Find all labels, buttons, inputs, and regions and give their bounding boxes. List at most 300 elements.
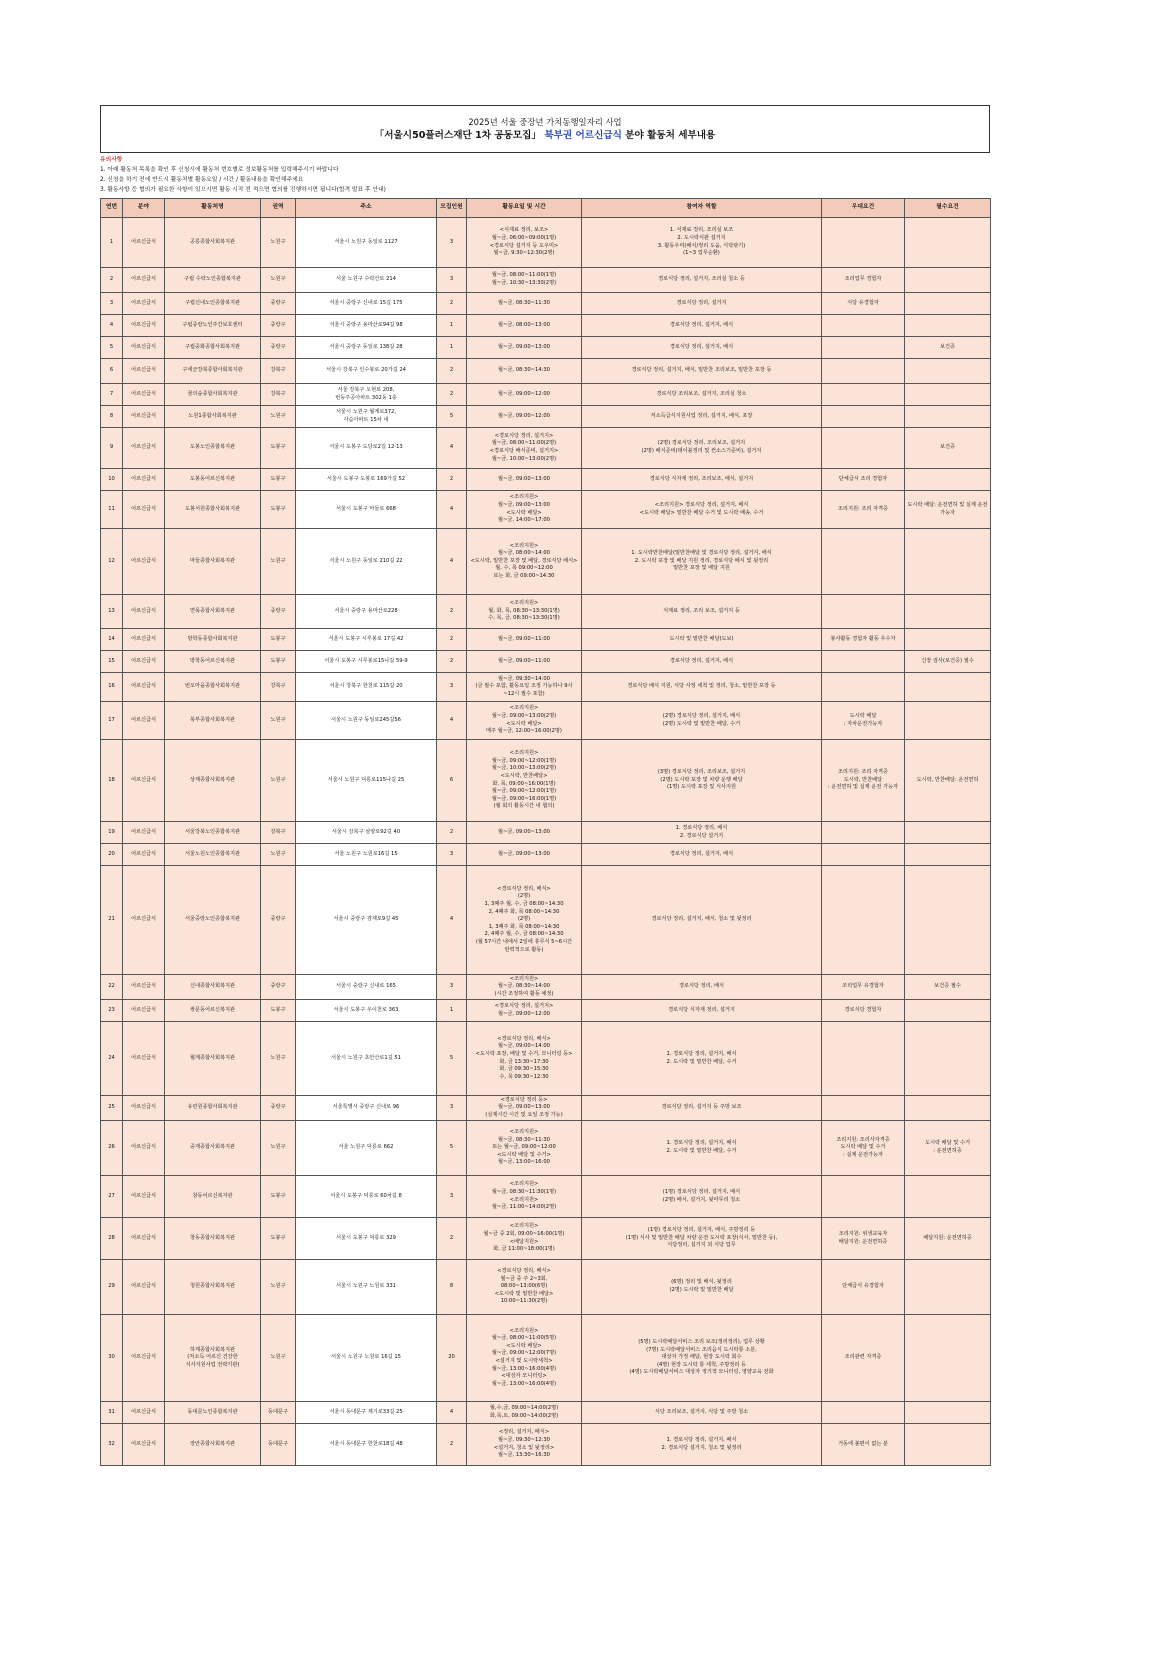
row-required: 도시락 배달 및 수거 : 운전면허증 (905, 1121, 991, 1176)
row-preferred: 조리지원: 조리 자격증 (822, 491, 905, 529)
row-required (905, 1096, 991, 1121)
row-preferred (822, 315, 905, 337)
row-address: 서울시 도봉구 덕릉로 329 (296, 1218, 437, 1260)
row-count: 3 (437, 268, 467, 293)
row-org: 서울중랑노인종합복지관 (165, 866, 261, 975)
row-field: 어르신급식 (123, 975, 165, 1000)
row-required: 신장 검사(보건증) 필수 (905, 651, 991, 673)
row-area: 노원구 (261, 268, 296, 293)
row-area: 노원구 (261, 1260, 296, 1315)
row-no: 4 (101, 315, 123, 337)
table-row (101, 651, 991, 673)
row-org: 구립중랑노인주간보호센터 (165, 315, 261, 337)
row-no: 31 (101, 1402, 123, 1424)
row-role: (1명) 경로식당 정리, 설거지, 배식, 주방정리 등 (1명) 식사 및 밑반찬 배달 차량 운전 도시락 포장(식사, 밑반찬 등), 식당정리, 설거지 외 식당 업무 (582, 1218, 822, 1260)
row-role: 경로식당 식자재 정리, 조리보조, 배식, 설거지 (582, 469, 822, 491)
title-box (100, 105, 990, 153)
row-time: 월~금, 09:00~13:00 (467, 337, 582, 359)
row-org: 하계종합사회복지관 (저소득 어르신 건강한 식사지원사업 전략기관) (165, 1315, 261, 1402)
header-address: 주소 (296, 199, 437, 218)
row-preferred (822, 822, 905, 844)
row-area: 도봉구 (261, 1218, 296, 1260)
row-required (905, 1000, 991, 1022)
row-area: 도봉구 (261, 428, 296, 469)
row-area: 도봉구 (261, 1000, 296, 1022)
row-role: 1. 도시락반찬배달(밑반찬배달 및 경로식당 정리, 설거지, 배식 2. 도시락 포장 및 배달 지원 정리, 경로식당 배식 및 뒷정리 밑반찬 포장 및 배달 지원 (582, 529, 822, 595)
row-required (905, 1402, 991, 1424)
table-row (101, 1000, 991, 1022)
row-no: 21 (101, 866, 123, 975)
row-role: 저소득급식지원사업 정리, 설거지, 배식, 포장 (582, 406, 822, 428)
row-field: 어르신급식 (123, 673, 165, 702)
row-count: 8 (437, 1260, 467, 1315)
row-time: 월~금, 09:00~12:00 (467, 406, 582, 428)
row-count: 2 (437, 469, 467, 491)
row-org: 방학동어르신복지관 (165, 651, 261, 673)
row-preferred (822, 844, 905, 866)
row-time: 월~금, 09:00~12:00 (467, 384, 582, 406)
row-count: 3 (437, 975, 467, 1000)
table-row (101, 359, 991, 384)
row-field: 어르신급식 (123, 268, 165, 293)
row-count: 2 (437, 384, 467, 406)
row-preferred (822, 406, 905, 428)
title-line2-suffix: 분야 활동처 세부내용 (625, 130, 716, 141)
row-no: 32 (101, 1424, 123, 1466)
row-no: 10 (101, 469, 123, 491)
row-field: 어르신급식 (123, 1218, 165, 1260)
row-address: 서울시 중랑구 용마산로228 (296, 595, 437, 629)
row-time: <경로식당 정리 등> 월~금, 09:00~13:00 (실제시간 시간 및 요일 조정 가능) (467, 1096, 582, 1121)
row-required: 보건증 필수 (905, 975, 991, 1000)
row-field: 어르신급식 (123, 866, 165, 975)
row-preferred: 거동에 불편이 없는 분 (822, 1424, 905, 1466)
row-time: <조리지원> 월~금, 09:00~12:00(1명) 월~금, 10:00~13:00(2명) <도시락, 반찬배달> 화, 목, 09:00~16:00(1명) 월~금, 09:00~12:00(1명) 월~금, 09:00~16:00(1명) (월 회의 활동시간 내 협의) (467, 740, 582, 822)
row-time: 월~금, 09:00~11:00 (467, 629, 582, 651)
row-area: 강북구 (261, 673, 296, 702)
row-required (905, 359, 991, 384)
row-preferred (822, 1022, 905, 1096)
row-address: 서울시 중랑구 용마산로94길 98 (296, 315, 437, 337)
row-preferred (822, 673, 905, 702)
row-count: 5 (437, 1121, 467, 1176)
row-role: (5명) 도시락배달서비스 조리 보조(정리정리), 업무 상황 (7명) 도시락배달서비스 조리음식 도시락통 소분, 대상자 가정 배달, 현장 도시락 회수 (4명) 현장 도시락 통 세척, 주방정리 등 (4명) 도시락배달서비스 대상자 정기적 모니터링, 영양교육 전화 (582, 1315, 822, 1402)
table-row (101, 384, 991, 406)
row-required: 배달지원: 운전면허증 (905, 1218, 991, 1260)
row-address: 서울시 도봉구 도봉로 169가길 52 (296, 469, 437, 491)
row-role: (3명) 경로식당 정리, 조리보조, 설거지 (2명) 도시락 포장 및 차량 운행 배달 (1명) 도시락 포장 및 식사지원 (582, 740, 822, 822)
row-time: 월~금, 08:30~11:30 (467, 293, 582, 315)
table-row (101, 975, 991, 1000)
row-org: 공릉종합사회복지관 (165, 218, 261, 268)
row-required (905, 469, 991, 491)
row-count: 2 (437, 651, 467, 673)
row-preferred (822, 866, 905, 975)
table-row (101, 822, 991, 844)
row-role: 경로식당 조리보조, 설거지, 조리실 청소 (582, 384, 822, 406)
row-role: 1. 경로식당 정리, 설거지, 배식 2. 도시락 및 밑반찬 배달, 수거 (582, 1022, 822, 1096)
row-field: 어르신급식 (123, 595, 165, 629)
row-no: 18 (101, 740, 123, 822)
row-role: 경로식당 정리, 배식 (582, 975, 822, 1000)
row-no: 15 (101, 651, 123, 673)
row-org: 장안종합사회복지관 (165, 1424, 261, 1466)
row-org: 창동어르신복지관 (165, 1176, 261, 1218)
row-preferred (822, 428, 905, 469)
header-field: 분야 (123, 199, 165, 218)
row-area: 도봉구 (261, 469, 296, 491)
row-field: 어르신급식 (123, 529, 165, 595)
row-role: 경로식당 정리, 설거지, 배식, 밑반찬 조리보조, 밑반찬 포장 등 (582, 359, 822, 384)
row-required: 도시락 배달: 운전면허 및 실제 운전 가능자 (905, 491, 991, 529)
row-time: 월~금, 08:00~13:00 (467, 315, 582, 337)
row-address: 서울시 중랑구 겸재로9길 45 (296, 866, 437, 975)
table-row (101, 469, 991, 491)
row-no: 3 (101, 293, 123, 315)
row-role: (6명) 정리 및 배식, 뒷정리 (2명) 도시락 및 밑반찬 배달 (582, 1260, 822, 1315)
table-row (101, 268, 991, 293)
row-count: 3 (437, 1096, 467, 1121)
row-org: 면목종합사회복지관 (165, 595, 261, 629)
row-field: 어르신급식 (123, 491, 165, 529)
table-row (101, 315, 991, 337)
row-role: 경로식당 정리, 설거지, 배식 (582, 337, 822, 359)
row-area: 중랑구 (261, 595, 296, 629)
row-count: 20 (437, 1315, 467, 1402)
row-no: 7 (101, 384, 123, 406)
row-org: 구세군강북종합사회복지관 (165, 359, 261, 384)
row-area: 도봉구 (261, 651, 296, 673)
row-area: 중랑구 (261, 1096, 296, 1121)
row-area: 노원구 (261, 529, 296, 595)
document-page (100, 105, 990, 1466)
row-no: 22 (101, 975, 123, 1000)
row-field: 어르신급식 (123, 1096, 165, 1121)
row-field: 어르신급식 (123, 315, 165, 337)
row-required (905, 844, 991, 866)
row-address: 서울시 노원구 초안산로1길 51 (296, 1022, 437, 1096)
notes-heading: 유의사항 (100, 157, 123, 163)
row-role: (1명) 경로식당 정리, 설거지, 배식 (2명) 배식, 설거지, 뒷마무리 청소 (582, 1176, 822, 1218)
row-area: 동대문구 (261, 1424, 296, 1466)
row-required (905, 315, 991, 337)
row-preferred (822, 529, 905, 595)
table-row (101, 293, 991, 315)
row-time: <정리, 설거지, 배식> 월~금, 09:30~12:30 <설거지, 청소 및 뒷정리> 월~금, 13:30~16:30 (467, 1424, 582, 1466)
row-org: 상계종합사회복지관 (165, 740, 261, 822)
row-required (905, 384, 991, 406)
row-required: 도시락, 반찬배달: 운전면허 (905, 740, 991, 822)
row-address: 서울시 노원구 월계로372, 사슴아파트 15차 내 (296, 406, 437, 428)
row-address: 서울시 도봉구 시루봉로 17길 42 (296, 629, 437, 651)
row-field: 어르신급식 (123, 1424, 165, 1466)
row-required (905, 529, 991, 595)
row-area: 동대문구 (261, 1402, 296, 1424)
row-address: 서울시 노원구 동일로 210길 22 (296, 529, 437, 595)
table-row (101, 1121, 991, 1176)
row-org: 노원1종합사회복지관 (165, 406, 261, 428)
row-time: <경로식당 정리, 설거지> 월~금, 09:00~12:00 (467, 1000, 582, 1022)
row-no: 13 (101, 595, 123, 629)
row-role: 경로식당 배식 지원, 식당 사정 세척 및 정리, 청소, 밑반찬 포장 등 (582, 673, 822, 702)
row-address: 서울시 강북구 삼양로92길 40 (296, 822, 437, 844)
row-address: 서울시 노원구 동일로 1127 (296, 218, 437, 268)
row-no: 24 (101, 1022, 123, 1096)
row-preferred (822, 1402, 905, 1424)
row-org: 창동종합사회복지관 (165, 1218, 261, 1260)
row-no: 14 (101, 629, 123, 651)
row-no: 27 (101, 1176, 123, 1218)
row-time: <조리지원> 월~금 중 2회, 09:00~16:00(1명) <배달지원> 화, 금 11:00~18:00(1명) (467, 1218, 582, 1260)
row-required (905, 218, 991, 268)
notes-section (100, 155, 990, 195)
row-role: 1. 경로식당 정리, 설거지, 배식 2. 경로식당 설거지, 청소 및 뒷정리 (582, 1424, 822, 1466)
row-count: 4 (437, 491, 467, 529)
row-time: 월,수,금, 09:00~14:00(2명) 화,목,토, 09:00~14:00(2명) (467, 1402, 582, 1424)
row-address: 서울 노원구 덕릉로 662 (296, 1121, 437, 1176)
row-preferred: 봉사활동 경험자 활동 우수자 (822, 629, 905, 651)
row-role: 1. 식재료 정리, 조리실 보조 2. 도시락식판 설거지 3. 활동우미(배식/정리 도움, 식탁닦기) (1~3 업무순환) (582, 218, 822, 268)
row-no: 19 (101, 822, 123, 844)
row-no: 28 (101, 1218, 123, 1260)
row-role: 경로식당 식자재 정리, 설거지 (582, 1000, 822, 1022)
row-org: 번오마을종합사회복지관 (165, 673, 261, 702)
title-line2-highlight: 북부권 어르신급식 (544, 130, 622, 141)
row-address: 서울시 노원구 노원로 331 (296, 1260, 437, 1315)
row-area: 노원구 (261, 218, 296, 268)
row-area: 중랑구 (261, 866, 296, 975)
row-role: 식재료 정리, 조리 보조, 설거지 등 (582, 595, 822, 629)
row-address: 서울 강북구 오현로 208, 번동주공아파트 302동 1층 (296, 384, 437, 406)
row-time: <경로식당 정리, 배식> (2명) 1, 3째주 월, 수, 금 08:00~14:30 2, 4째주 화, 목 08:00~14:30 (2명) 1, 3째주 화, 목 08:00~14:30 2, 4째주 월, 수, 금 08:00~14:30 (월 57시간 내에서 2일에 휴무식 5~6시간 탄력적으로 활동) (467, 866, 582, 975)
row-address: 서울 노원구 노원로16길 15 (296, 844, 437, 866)
row-no: 26 (101, 1121, 123, 1176)
row-field: 어르신급식 (123, 428, 165, 469)
row-address: 서울시 동대문구 제기로33길 25 (296, 1402, 437, 1424)
row-address: 서울시 도봉구 마들로 668 (296, 491, 437, 529)
row-area: 노원구 (261, 1121, 296, 1176)
table-row (101, 428, 991, 469)
row-area: 강북구 (261, 384, 296, 406)
row-required (905, 1260, 991, 1315)
activity-table (100, 198, 991, 1466)
row-no: 16 (101, 673, 123, 702)
row-required (905, 1315, 991, 1402)
row-no: 20 (101, 844, 123, 866)
row-field: 어르신급식 (123, 1121, 165, 1176)
title-line2 (375, 129, 716, 142)
row-preferred: 조리업무 유경험자 (822, 975, 905, 1000)
row-required (905, 822, 991, 844)
row-field: 어르신급식 (123, 293, 165, 315)
row-required (905, 1022, 991, 1096)
row-org: 서울강북노인종합복지관 (165, 822, 261, 844)
row-count: 2 (437, 595, 467, 629)
row-field: 어르신급식 (123, 844, 165, 866)
row-org: 구립신내노인종합복지관 (165, 293, 261, 315)
row-org: 방학동종합사회복지관 (165, 629, 261, 651)
table-row (101, 1260, 991, 1315)
row-field: 어르신급식 (123, 1260, 165, 1315)
table-row (101, 1424, 991, 1466)
row-time: 월~금, 09:00~13:00 (467, 469, 582, 491)
row-time: <조리지원> 월~금, 09:00~13:00(2명) <도시락 배달> 매주 월~금, 12:00~16:00(2명) (467, 702, 582, 740)
row-address: 서울시 도봉구 덕릉로 60차길 8 (296, 1176, 437, 1218)
row-area: 노원구 (261, 1315, 296, 1402)
row-required (905, 702, 991, 740)
row-required: 보건증 (905, 428, 991, 469)
header-count: 모집인원 (437, 199, 467, 218)
row-count: 6 (437, 740, 467, 822)
note-item: 1. 아래 활동처 목록을 확인 후 신청시에 활동처 번호별로 정보활동처를 입력해주시기 바랍니다 (100, 167, 339, 173)
row-no: 11 (101, 491, 123, 529)
row-area: 중랑구 (261, 337, 296, 359)
row-required (905, 1424, 991, 1466)
row-role: 경로식당 정리, 설거지, 배식 (582, 315, 822, 337)
row-count: 1 (437, 1000, 467, 1022)
row-time: <식재료 정리, 보조> 월~금, 06:00~09:00(1명) <경로식당 설거지 등 도우미> 월~금, 9:30~12:30(2명) (467, 218, 582, 268)
row-no: 9 (101, 428, 123, 469)
row-org: 신내종합사회복지관 (165, 975, 261, 1000)
row-time: 월~금, 09:00~13:00 (467, 822, 582, 844)
row-time: <조리지원> 월~금, 09:00~13:00 <도시락 배달> 월~금, 14:00~17:00 (467, 491, 582, 529)
row-address: 서울 노원구 수락산로 214 (296, 268, 437, 293)
row-field: 어르신급식 (123, 406, 165, 428)
row-area: 노원구 (261, 844, 296, 866)
row-preferred: 단체급식 조리 경험자 (822, 469, 905, 491)
row-required (905, 293, 991, 315)
row-address: 서울시 도봉구 도당로2길 12-13 (296, 428, 437, 469)
row-count: 2 (437, 822, 467, 844)
row-no: 25 (101, 1096, 123, 1121)
row-org: 도봉서원종합사회복지관 (165, 491, 261, 529)
row-role: 경로식당 정리, 설거지 등 주방 보조 (582, 1096, 822, 1121)
table-row (101, 1022, 991, 1096)
header-preferred: 우대요건 (822, 199, 905, 218)
header-no: 연번 (101, 199, 123, 218)
header-org: 활동처명 (165, 199, 261, 218)
row-org: 유린원종합사회복지관 (165, 1096, 261, 1121)
row-role: (2명) 경로식당 정리, 조리보조, 설거지 (2명) 배식준비(테이블정리 및 컨소스기준비), 설거지 (582, 428, 822, 469)
row-time: <조리지원> 월~금, 08:30~14:00 (시간 조정하여 활동 예정) (467, 975, 582, 1000)
row-address: 서울시 중랑구 동일로 138길 28 (296, 337, 437, 359)
row-address: 서울시 강북구 한천로 115길 20 (296, 673, 437, 702)
row-no: 29 (101, 1260, 123, 1315)
row-area: 도봉구 (261, 1176, 296, 1218)
row-count: 5 (437, 1022, 467, 1096)
row-field: 어르신급식 (123, 1315, 165, 1402)
row-preferred: 조리업무 경험자 (822, 268, 905, 293)
row-preferred (822, 337, 905, 359)
row-time: <조리지원> 월~금, 08:00~11:00(5명) <도시락 배달> 월~금, 09:00~12:00(7명) <설거지 및 도시락세척> 월~금, 13:00~16:00(4명) <대상자 모니터링> 월~금, 13:00~16:00(4명) (467, 1315, 582, 1402)
row-org: 월계종합사회복지관 (165, 1022, 261, 1096)
row-field: 어르신급식 (123, 629, 165, 651)
row-required (905, 406, 991, 428)
row-preferred: 조리지원: 조리 자격증 도시락, 반찬배달 : 운전면허 및 실제 운전 가능자 (822, 740, 905, 822)
row-count: 3 (437, 673, 467, 702)
row-org: 꿈의숲종합사회복지관 (165, 384, 261, 406)
row-preferred (822, 218, 905, 268)
table-row (101, 1218, 991, 1260)
row-required (905, 595, 991, 629)
row-time: <조리지원> 월~금, 08:30~11:30(1명) <조리지원> 월~금, 11:00~14:00(2명) (467, 1176, 582, 1218)
row-field: 어르신급식 (123, 218, 165, 268)
row-org: 마들종합사회복지관 (165, 529, 261, 595)
row-area: 강북구 (261, 359, 296, 384)
row-area: 노원구 (261, 740, 296, 822)
row-count: 2 (437, 629, 467, 651)
row-count: 4 (437, 428, 467, 469)
table-row (101, 844, 991, 866)
row-field: 어르신급식 (123, 469, 165, 491)
row-field: 어르신급식 (123, 359, 165, 384)
row-org: 구립중화종합사회복지관 (165, 337, 261, 359)
table-row (101, 529, 991, 595)
row-preferred: 식당 유경험자 (822, 293, 905, 315)
row-count: 1 (437, 315, 467, 337)
row-required: 보건증 (905, 337, 991, 359)
row-preferred (822, 359, 905, 384)
row-org: 북부종합사회복지관 (165, 702, 261, 740)
row-required (905, 629, 991, 651)
row-count: 2 (437, 1218, 467, 1260)
row-address: 서울시 노원구 노원로 16길 15 (296, 1315, 437, 1402)
row-preferred (822, 1096, 905, 1121)
row-count: 2 (437, 1424, 467, 1466)
row-no: 6 (101, 359, 123, 384)
row-org: 쌍문동어르신복지관 (165, 1000, 261, 1022)
row-count: 4 (437, 1402, 467, 1424)
row-preferred: 단체급식 유경험자 (822, 1260, 905, 1315)
row-required (905, 673, 991, 702)
row-preferred: 도시락 배달 : 자차운전가능자 (822, 702, 905, 740)
row-org: 중계종합사회복지관 (165, 1121, 261, 1176)
row-time: 월~금, 09:00~13:00 (467, 844, 582, 866)
table-header-row (101, 199, 991, 218)
row-preferred: 조리지원: 조리사자격증 도시락 배달 및 수거 : 실제 운전가능자 (822, 1121, 905, 1176)
table-row (101, 629, 991, 651)
header-area: 권역 (261, 199, 296, 218)
row-time: <조리지원> 월, 화, 목, 08:30~13:30(1명) 수, 목, 금, 08:30~13:30(1명) (467, 595, 582, 629)
row-area: 중랑구 (261, 293, 296, 315)
row-time: 월~금, 08:00~11:00(1명) 월~금, 10:30~13:30(2명) (467, 268, 582, 293)
row-count: 2 (437, 293, 467, 315)
row-address: 서울시 노원구 동일로245길56 (296, 702, 437, 740)
row-field: 어르신급식 (123, 1000, 165, 1022)
row-count: 3 (437, 218, 467, 268)
row-role: 경로식당 정리, 설거지 (582, 293, 822, 315)
row-role: 경로식당 정리, 설거지, 조리실 청소 등 (582, 268, 822, 293)
table-row (101, 866, 991, 975)
table-row (101, 1315, 991, 1402)
table-row (101, 673, 991, 702)
row-org: 서울노원노인종합복지관 (165, 844, 261, 866)
row-time: <조리지원> 월~금, 08:30~11:30 또는 월~금, 09:00~12:00 <도시락 배달 및 수거> 월~금, 13:00~16:00 (467, 1121, 582, 1176)
row-time: <경로식당 정리, 설거지> 월~금, 08:00~11:00(2명) <경로식당 배식준비, 설거지> 월~금, 10:00~13:00(2명) (467, 428, 582, 469)
row-count: 3 (437, 844, 467, 866)
row-no: 23 (101, 1000, 123, 1022)
row-time: <경로식당 정리, 배식> 월~금 중 주 2~3회, 08:00~13:00(6명) <도시락 및 밑반찬 배달> 10:00~11:30(2명) (467, 1260, 582, 1315)
row-count: 2 (437, 359, 467, 384)
row-preferred (822, 384, 905, 406)
row-field: 어르신급식 (123, 337, 165, 359)
table-row (101, 702, 991, 740)
row-area: 중랑구 (261, 315, 296, 337)
row-no: 17 (101, 702, 123, 740)
row-area: 노원구 (261, 1022, 296, 1096)
row-area: 도봉구 (261, 491, 296, 529)
row-no: 12 (101, 529, 123, 595)
